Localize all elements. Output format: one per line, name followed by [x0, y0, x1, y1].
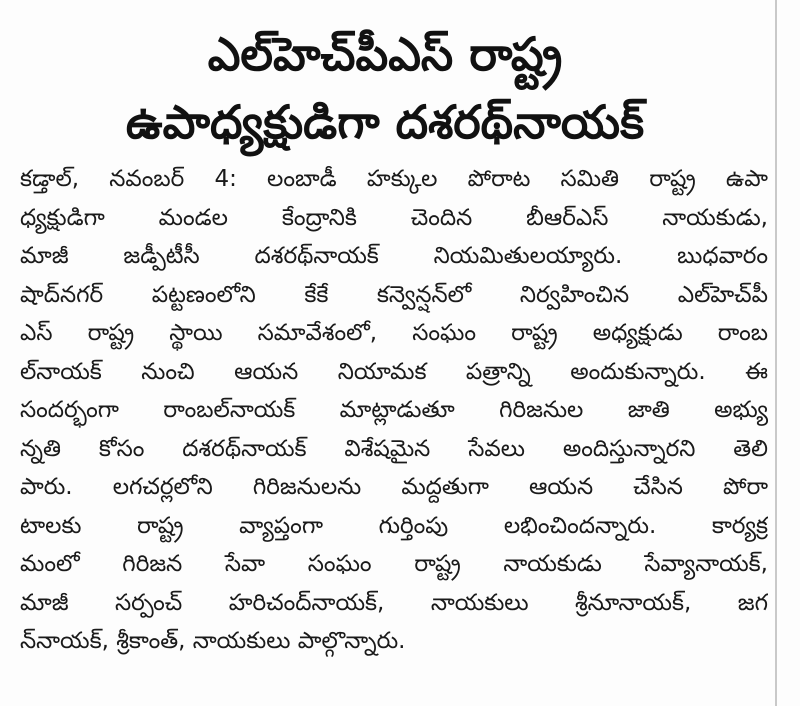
clipping-edge — [775, 0, 777, 706]
body-line: ధ్యక్షుడిగా మండల కేంద్రానికి చెందిన బీఆర్ఎస్ నాయకుడు, — [20, 204, 768, 231]
body-line: షాద్‌నగర్ పట్టణంలోని కేకే కన్వెన్షన్‌లో నిర్వహించిన ఎల్‌హెచ్‌పీ — [20, 281, 768, 308]
body-line: మాజీ జడ్పీటీసీ దశరథ్‌నాయక్ నియమితులయ్యారు. బుధవారం — [20, 243, 768, 269]
article-body — [20, 160, 768, 661]
body-line: సందర్భంగా రాంబల్‌నాయక్ మాట్లాడుతూ గిరిజనుల జాతి అభ్యు — [20, 397, 768, 423]
body-line: న్నతి కోసం దశరథ్‌నాయక్ విశేషమైన సేవలు అందిస్తున్నారని తెలి — [20, 435, 768, 462]
body-line: ల్‌నాయక్ నుంచి ఆయన నియామక పత్రాన్ని అందుకున్నారు. ఈ — [20, 358, 768, 385]
body-line: కడ్తాల్, నవంబర్ 4: లంబాడీ హక్కుల పోరాట సమితి రాష్ట్ర ఉపా — [20, 166, 768, 192]
body-line: ఎస్ రాష్ట్ర స్థాయి సమావేశంలో, సంఘం రాష్ట్ర అధ్యక్షుడు రాంబ — [20, 320, 768, 346]
body-line: పారు. లగచర్లలోని గిరిజనులను మద్దతుగా ఆయన చేసిన పోరా — [20, 474, 768, 500]
headline-line-2: ఉపాధ్యక్షుడిగా దశరథ్‌నాయక్ — [125, 95, 645, 149]
body-line: మంలో గిరిజన సేవా సంఘం రాష్ట్ర నాయకుడు సేవ్యానాయక్, — [20, 551, 768, 577]
body-line-last: న్‌నాయక్, శ్రీకాంత్, నాయకులు పాల్గొన్నారు. — [20, 628, 406, 654]
body-line: మాజీ సర్పంచ్ హరిచంద్‌నాయక్, నాయకులు శ్రీనూనాయక్, జగ — [20, 589, 768, 616]
body-line: టాలకు రాష్ట్ర వ్యాప్తంగా గుర్తింపు లభించిందన్నారు. కార్యక్ర — [20, 512, 768, 539]
headline-line-1: ఎల్‌హెచ్‌పీఎస్ రాష్ట్ర — [207, 27, 563, 81]
